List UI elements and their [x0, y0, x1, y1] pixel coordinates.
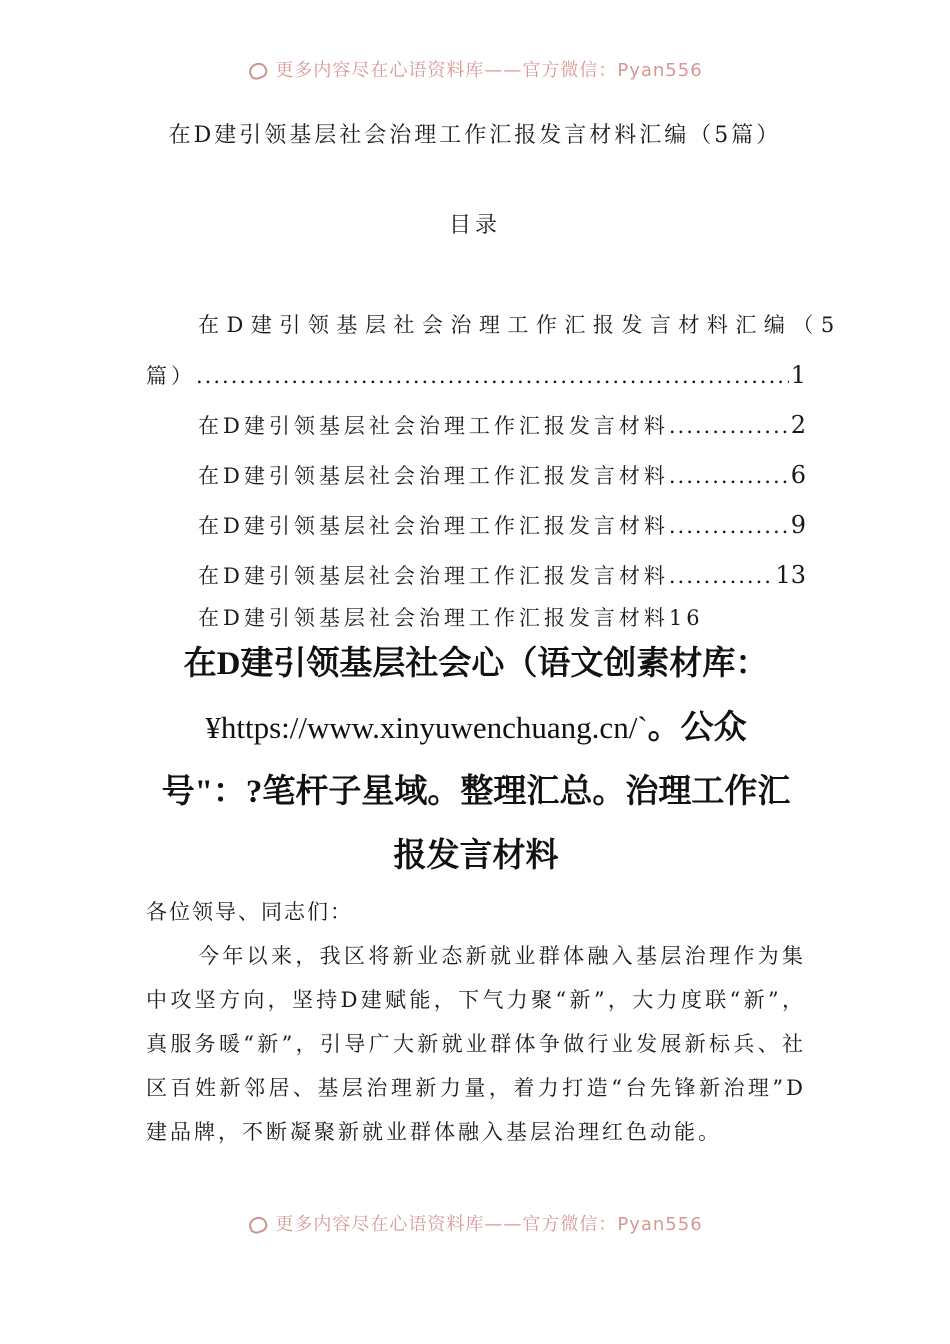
document-title: 在D建引领基层社会治理工作汇报发言材料汇编（5篇） [168, 123, 782, 148]
toc-page-number: 2 [790, 411, 806, 439]
toc-entry-4[interactable] [146, 500, 806, 550]
toc-page-number: 6 [790, 461, 806, 489]
toc-entry-text: 在D建引领基层社会治理工作汇报发言材料 [198, 514, 669, 538]
toc-entry-text: 篇） [146, 364, 196, 388]
toc-leader-dots [669, 451, 789, 501]
toc-entry-text: 在D建引领基层社会治理工作汇报发言材料汇编（5 [198, 313, 842, 337]
toc-page-number: 13 [775, 561, 806, 589]
paragraph: 今年以来，我区将新业态新就业群体融入基层治理作为集中攻坚方向，坚持D建赋能，下气力聚“新”，大力度联“新”，真服务暖“新”，引导广大新就业群体争做行业发展新标兵、社区百姓新邻居、基层治理新力量，着力打造“台先锋新治理”D建品牌，不断凝聚新就业群体融入基层治理红色动能。 [146, 944, 806, 1144]
heading-line-4: 报发言材料 [393, 838, 559, 874]
toc-entry-2[interactable] [146, 400, 806, 450]
heading-line-2-tail: 。公众 [647, 710, 747, 746]
table-of-contents [146, 300, 842, 636]
toc-entry-6[interactable] [146, 600, 806, 636]
toc-leader-dots [669, 401, 789, 451]
toc-entry-1b[interactable] [146, 350, 806, 400]
watermark-header-text: 更多内容尽在心语资料库——官方微信：Pyan556 [275, 60, 703, 80]
greeting: 各位领导、同志们： [146, 900, 353, 924]
body-text [146, 890, 806, 1154]
toc-heading: 目录 [448, 213, 501, 238]
heading-line-3: 号"：?笔杆子星域。整理汇总。治理工作汇 [161, 774, 791, 810]
watermark-footer [0, 1212, 950, 1234]
toc-leader-dots [669, 501, 789, 551]
toc-entry-3[interactable] [146, 450, 806, 500]
toc-entry-text: 在D建引领基层社会治理工作汇报发言材料 [198, 414, 669, 438]
heading-line-2 [146, 696, 806, 760]
toc-leader-dots [669, 551, 774, 601]
watermark-logo-icon [247, 60, 269, 78]
watermark-footer-text: 更多内容尽在心语资料库——官方微信：Pyan556 [275, 1214, 703, 1234]
toc-leader-dots [196, 351, 789, 401]
watermark-logo-icon [247, 1214, 269, 1232]
toc-entry-1a[interactable] [146, 300, 842, 350]
toc-entry-5[interactable] [146, 550, 806, 600]
toc-entry-text: 在D建引领基层社会治理工作汇报发言材料 [198, 564, 669, 588]
heading-line-1: 在D建引领基层社会心（语文创素材库： [183, 646, 769, 682]
toc-page-number: 9 [790, 511, 806, 539]
toc-entry-text: 在D建引领基层社会治理工作汇报发言材料 [198, 464, 669, 488]
toc-page-number: 1 [790, 361, 806, 389]
section-heading [146, 632, 806, 888]
watermark-header [0, 58, 950, 80]
toc-entry-text: 在D建引领基层社会治理工作汇报发言材料16 [198, 606, 704, 630]
heading-url[interactable]: ¥https://www.xinyuwenchuang.cn/` [205, 710, 648, 745]
